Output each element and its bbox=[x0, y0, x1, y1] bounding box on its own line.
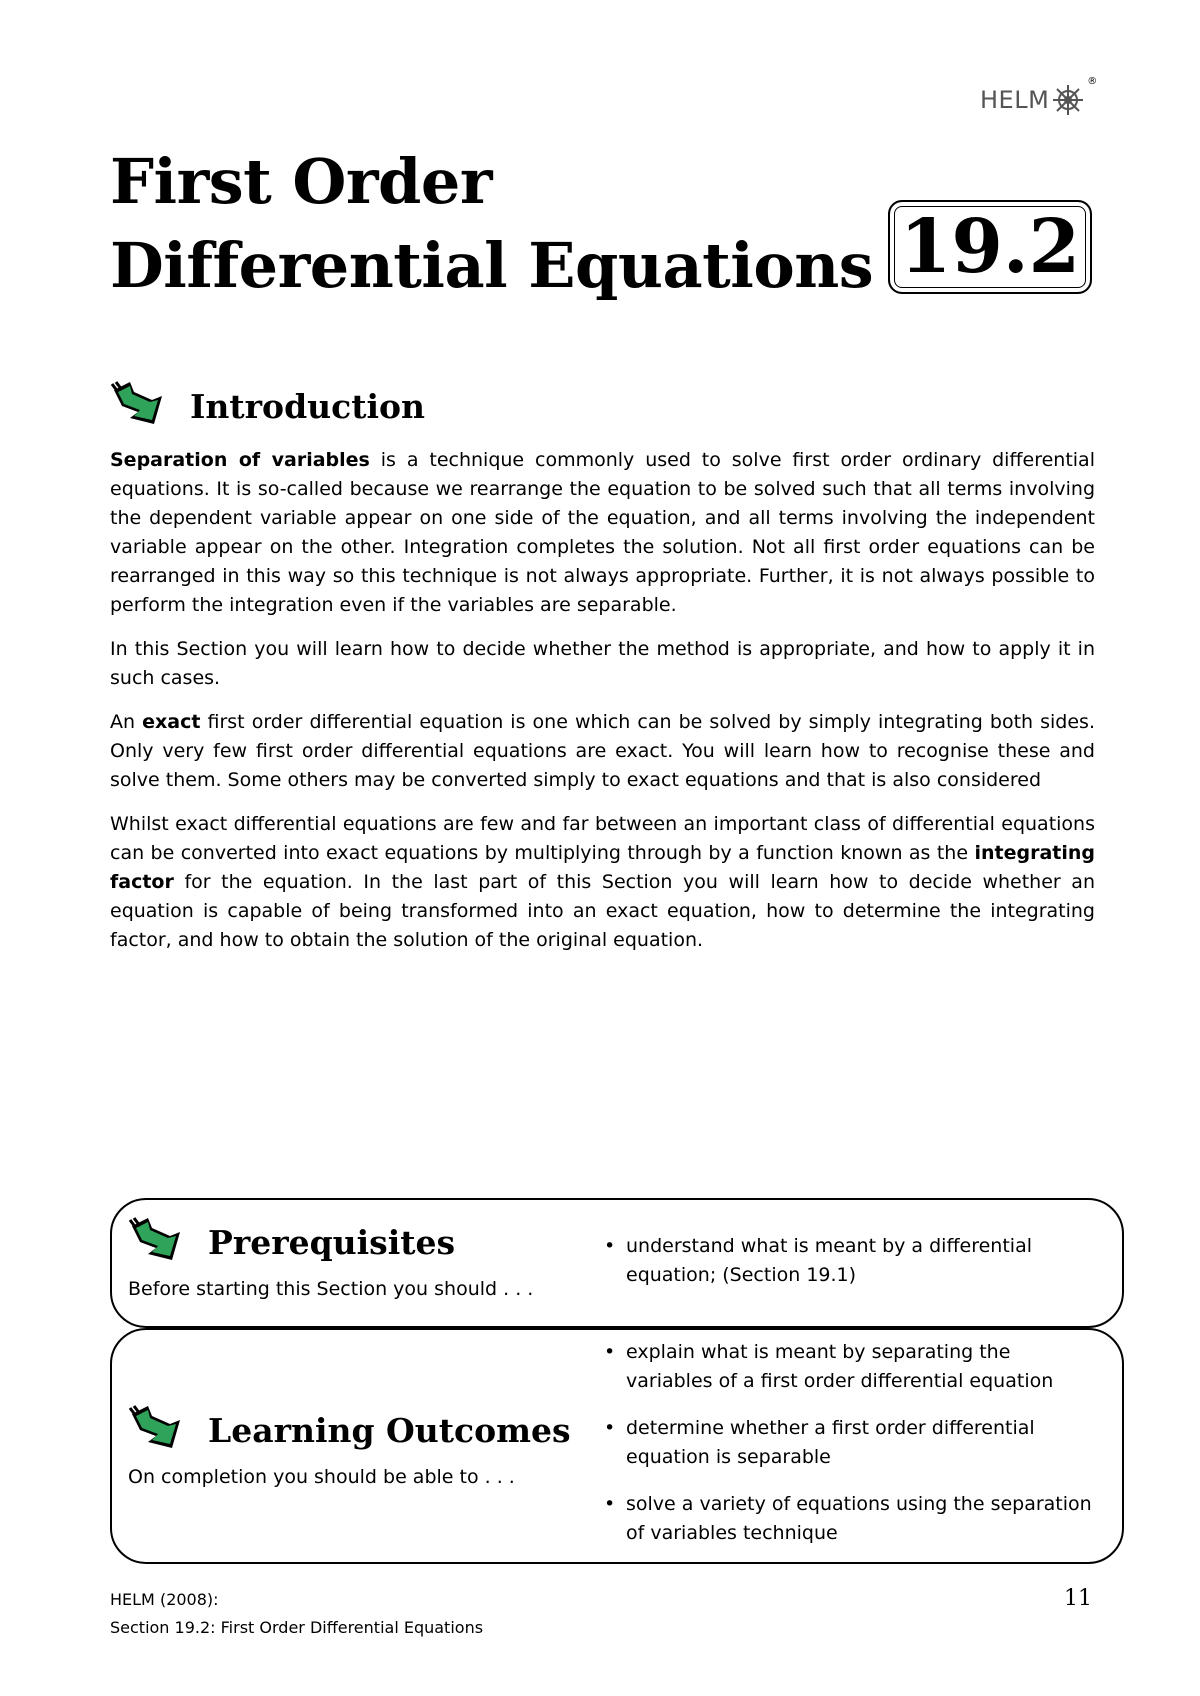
intro-paragraph-3 bbox=[110, 708, 1095, 795]
logo-text: HELM bbox=[980, 86, 1050, 114]
footer bbox=[110, 1586, 483, 1642]
outcomes-title: Learning Outcomes bbox=[208, 1410, 571, 1450]
intro-paragraph-1 bbox=[110, 446, 1095, 620]
paragraph-text: first order differential equation is one which can be solved by simply integrating both sides. Only very few first order differential equations are exact. You will learn how to recognise these and solve them. Some others may be converted simply to exact equations and that is also considered bbox=[110, 711, 1095, 791]
introduction-body bbox=[110, 446, 1095, 970]
paragraph-text: for the equation. In the last part of this Section you will learn how to decide whether an equation is capable of being transformed into an exact equation, how to determine the integrating factor, and how to obtain the solution of the original equation. bbox=[110, 871, 1095, 951]
page-title bbox=[110, 140, 873, 308]
introduction-title: Introduction bbox=[190, 386, 426, 426]
page-number: 11 bbox=[1064, 1586, 1092, 1611]
intro-paragraph-4 bbox=[110, 810, 1095, 955]
outcomes-left bbox=[126, 1402, 596, 1488]
intro-paragraph-2: In this Section you will learn how to decide whether the method is appropriate, and how to apply it in such cases. bbox=[110, 638, 1095, 689]
list-item: • determine whether a first order differential equation is separable bbox=[602, 1414, 1102, 1472]
helm-logo bbox=[980, 76, 1098, 120]
section-number-badge: 19.2 bbox=[888, 200, 1092, 294]
title-line-2: Differential Equations bbox=[110, 229, 874, 302]
paragraph-text: is a technique commonly used to solve first order ordinary differential equations. It is so-called because we rearrange the equation to be solved such that all terms involving the dependent variable appear on one side of the equation, and all terms involving the independent variable appear on the other. Integration completes the solution. Not all first order equations can be rearranged in this way so this technique is not always appropriate. Further, it is not always possible to perform the integration even if the variables are separable. bbox=[110, 449, 1095, 616]
bold-term: exact bbox=[142, 711, 201, 733]
list-item: • solve a variety of equations using the separation of variables technique bbox=[602, 1490, 1102, 1548]
arrow-icon bbox=[108, 378, 168, 434]
footer-line-2: Section 19.2: First Order Differential Equations bbox=[110, 1618, 484, 1637]
paragraph-text: An bbox=[110, 711, 143, 733]
prerequisites-subtitle: Before starting this Section you should . . . bbox=[128, 1278, 534, 1300]
introduction-heading bbox=[108, 378, 425, 434]
prerequisites-title: Prerequisites bbox=[208, 1222, 456, 1262]
learning-outcomes-box bbox=[110, 1328, 1124, 1564]
prerequisites-list bbox=[602, 1232, 1102, 1290]
list-item: • explain what is meant by separating the variables of a first order differential equation bbox=[602, 1338, 1102, 1396]
list-item: • understand what is meant by a differential equation; (Section 19.1) bbox=[602, 1232, 1102, 1290]
prerequisites-left bbox=[126, 1214, 596, 1300]
bold-term: integrating factor bbox=[110, 842, 1095, 893]
outcomes-subtitle: On completion you should be able to . . . bbox=[128, 1466, 515, 1488]
prerequisites-box bbox=[110, 1198, 1124, 1328]
arrow-icon bbox=[126, 1402, 186, 1458]
arrow-icon bbox=[126, 1214, 186, 1270]
outcomes-list-wrap bbox=[602, 1338, 1102, 1566]
registered-mark: ® bbox=[1087, 76, 1098, 87]
prerequisites-list-wrap bbox=[602, 1232, 1102, 1308]
footer-line-1: HELM (2008): bbox=[110, 1590, 219, 1609]
title-line-1: First Order bbox=[110, 145, 492, 218]
outcomes-heading bbox=[126, 1402, 596, 1458]
prerequisites-heading bbox=[126, 1214, 596, 1270]
paragraph-text: Whilst exact differential equations are few and far between an important class of differential equations can be converted into exact equations by multiplying through by a function known as the bbox=[110, 813, 1095, 864]
helm-wheel-icon bbox=[1051, 83, 1085, 117]
bold-term: Separation of variables bbox=[110, 449, 370, 471]
outcomes-list bbox=[602, 1338, 1102, 1548]
